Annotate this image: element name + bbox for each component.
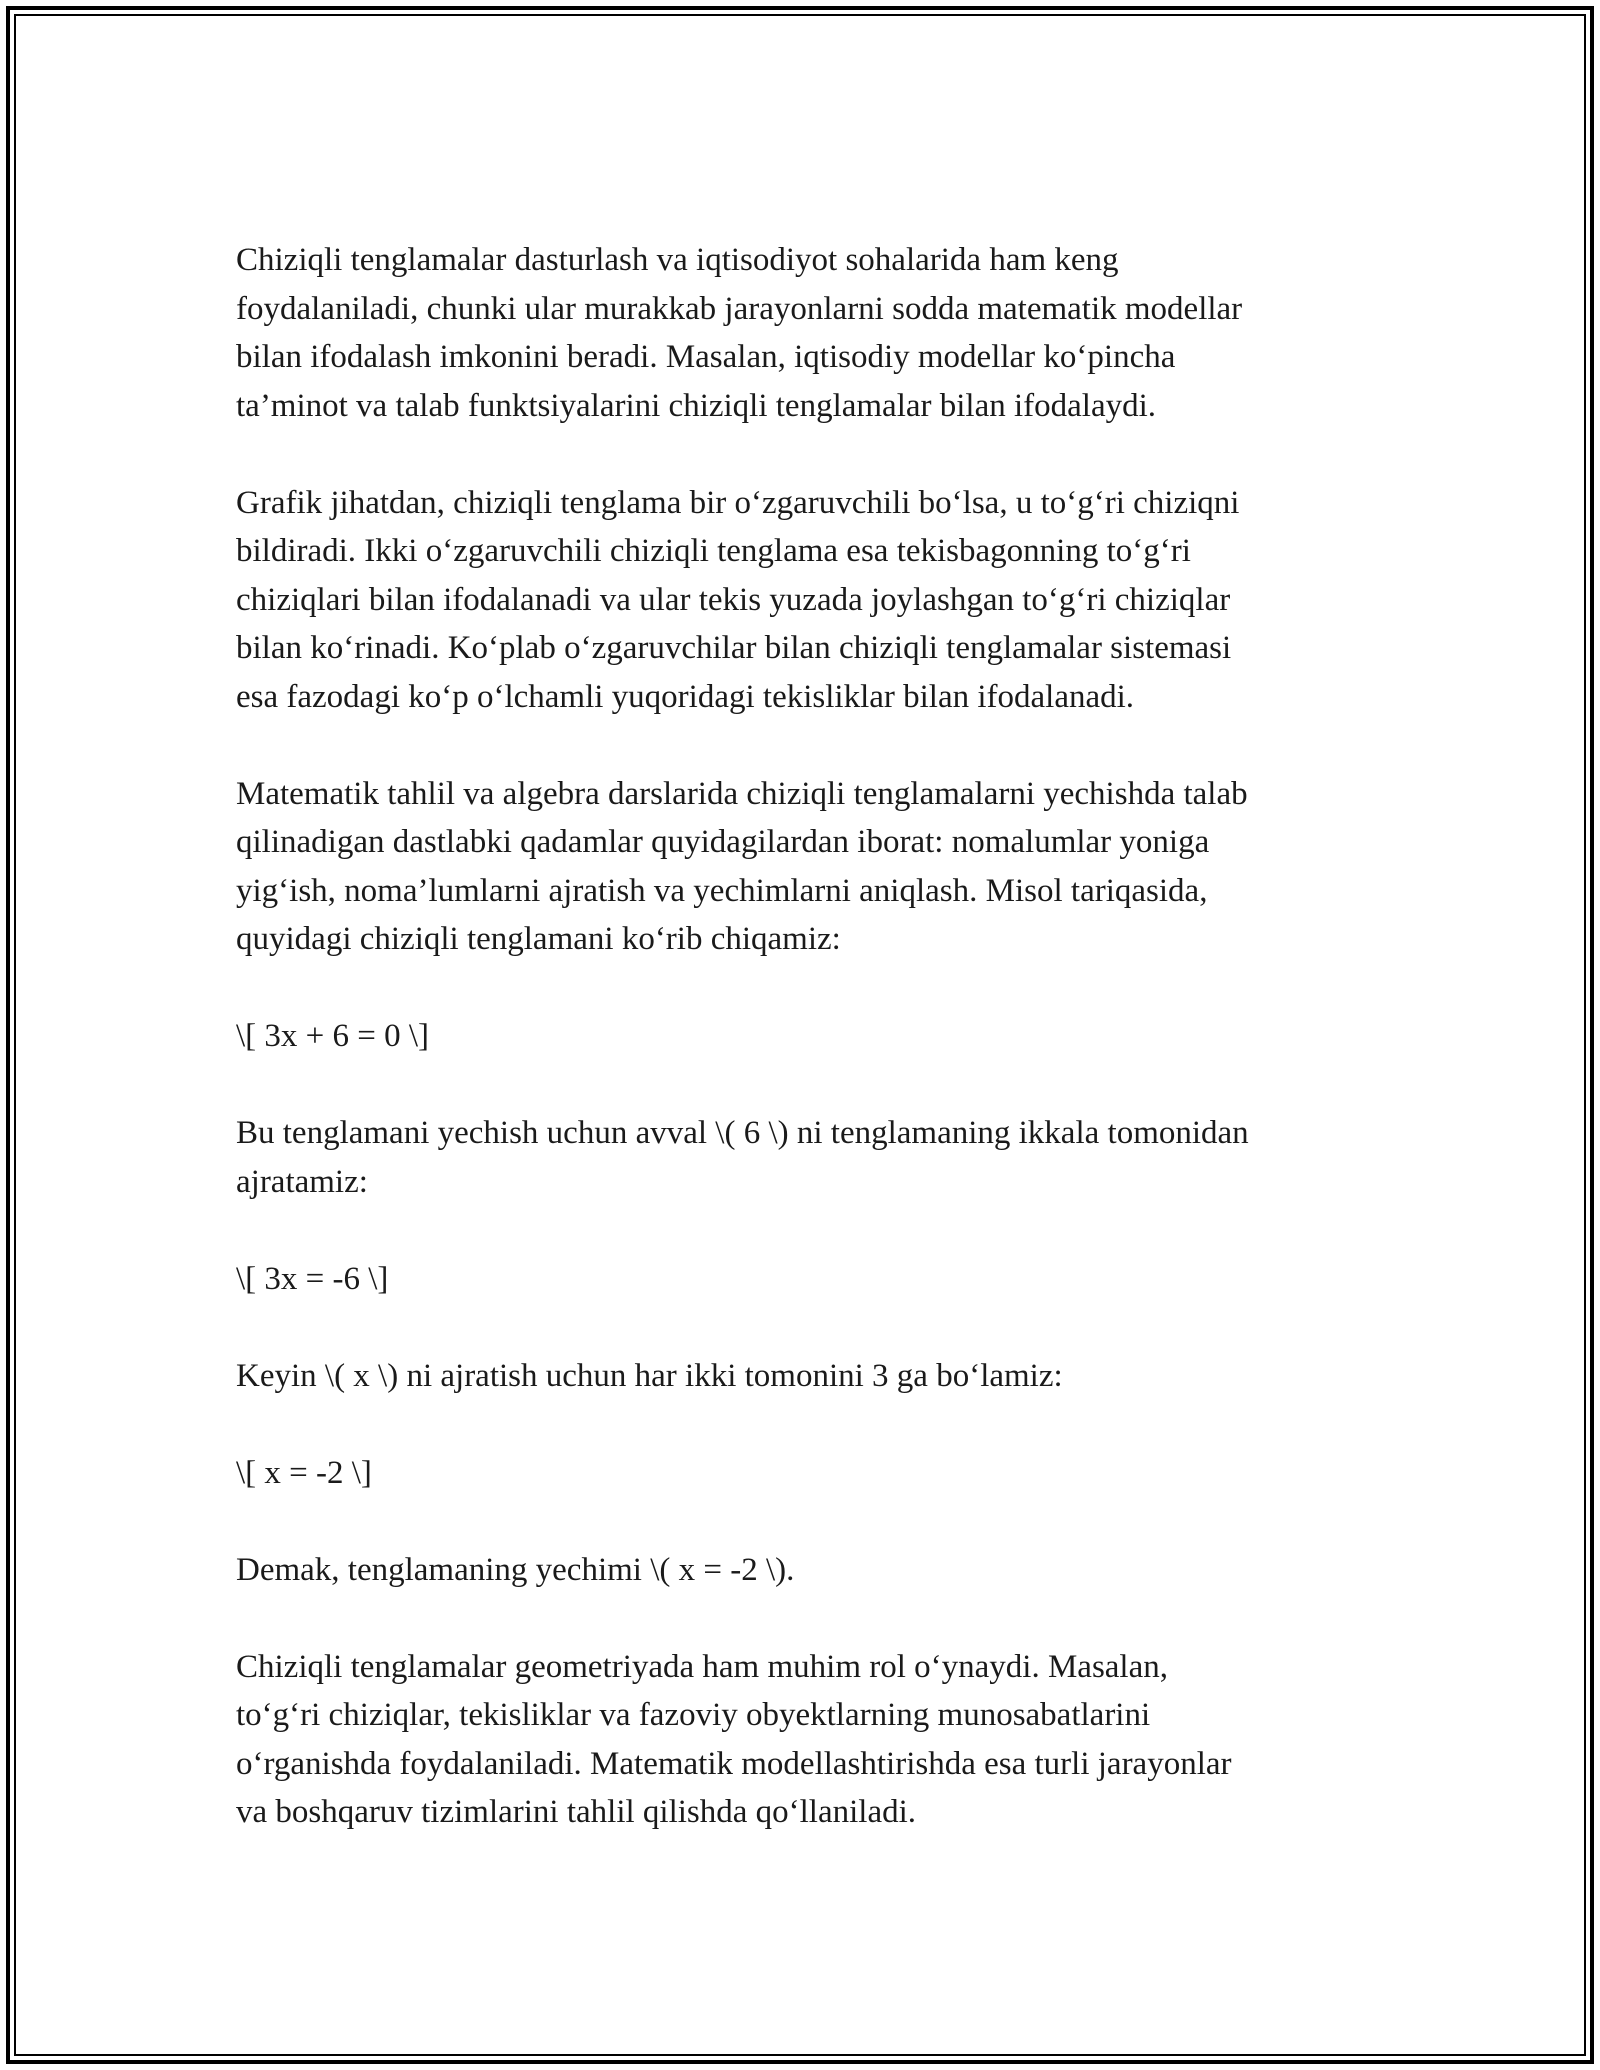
paragraph-intro: Chiziqli tenglamalar dasturlash va iqtisodiyot sohalarida ham keng foydalaniladi, chunki ular murakkab jarayonlarni sodda matematik modellar bilan ifodalash imkonini beradi. Masalan, iqtisodiy modellar koʻpincha ta’minot va talab funktsiyalarini chiziqli tenglamalar bilan ifodalaydi. — [236, 242, 1243, 424]
paragraph-graphical: Grafik jihatdan, chiziqli tenglama bir oʻzgaruvchili boʻlsa, u toʻgʻri chiziqni bildiradi. Ikki oʻzgaruvchili chiziqli tenglama esa tekisbagonning toʻgʻri chiziqlari bilan ifodalanadi va ular tekis yuzada joylashgan toʻgʻri chiziqlar bilan koʻrinadi. Koʻplab oʻzgaruvchilar bilan chiziqli tenglamalar sistemasi esa fazodagi koʻp oʻlchamli yuqoridagi tekisliklar bilan ifodalanadi. — [236, 484, 1240, 715]
document-body — [236, 236, 1386, 1885]
equation-1: \[ 3x + 6 = 0 \] — [236, 1018, 430, 1054]
equation-2: \[ 3x = -6 \] — [236, 1260, 389, 1297]
paragraph-geometry: Chiziqli tenglamalar geometriyada ham muhim rol oʻynaydi. Masalan, toʻgʻri chiziqlar, tekisliklar va fazoviy obyektlarning munosabatlarini oʻrganishda foydalaniladi. Matematik modellashtirishda esa turli jarayonlar va boshqaruv tizimlarini tahlil qilishda qoʻllaniladi. — [236, 1648, 1232, 1830]
paragraph-steps: Matematik tahlil va algebra darslarida chiziqli tenglamalarni yechishda talab qilinadigan dastlabki qadamlar quyidagilardan iborat: nomalumlar yoniga yigʻish, noma’lumlarni ajratish va yechimlarni aniqlash. Misol tariqasida, quyidagi chiziqli tenglamani koʻrib chiqamiz: — [236, 775, 1248, 957]
equation-3: \[ x = -2 \] — [236, 1454, 372, 1491]
paragraph-subtract: Bu tenglamani yechish uchun avval \( 6 \) ni tenglamaning ikkala tomonidan ajratamiz: — [236, 1115, 1249, 1200]
paragraph-solution: Demak, tenglamaning yechimi \( x = -2 \). — [236, 1551, 795, 1588]
paragraph-divide: Keyin \( x \) ni ajratish uchun har ikki tomonini 3 ga boʻlamiz: — [236, 1357, 1063, 1394]
